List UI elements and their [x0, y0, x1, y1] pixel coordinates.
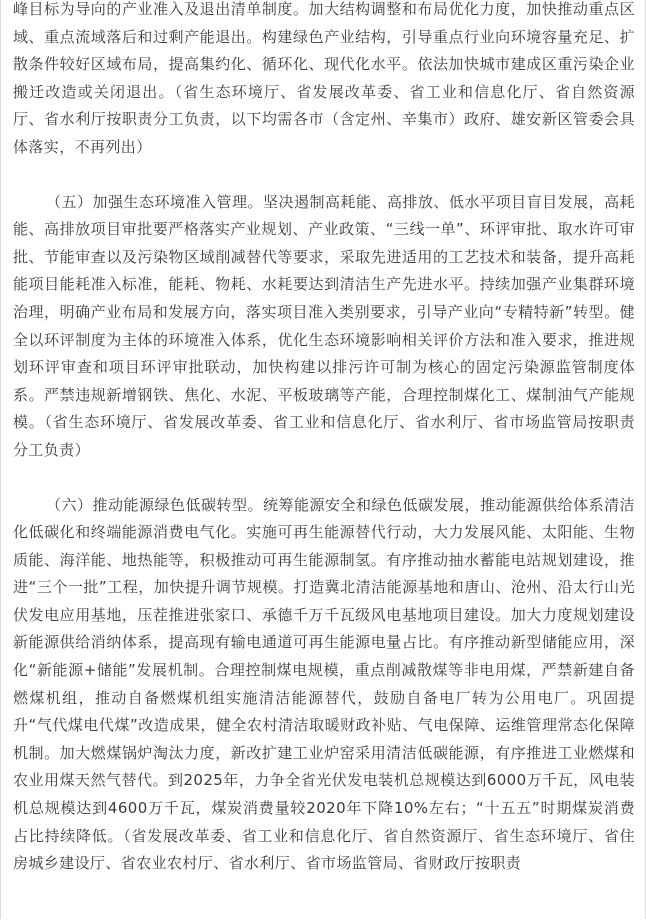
paragraph-gap: [13, 162, 635, 189]
paragraph-gap: [13, 465, 635, 492]
paragraph-industry-exit: 峰目标为导向的产业准入及退出清单制度。加大结构调整和布局优化力度，加快推动重点区域、重点流域落后和过剩产能退出。构建绿色产业结构，引导重点行业向环境容量充足、扩散条件较好区域布局，提高集约化、循环化、现代化水平。依法加快城市建成区重污染企业搬迁改造或关闭退出。（省生态环境厅、省发展改革委、省工业和信息化厅、省自然资源厅、省水利厅按职责分工负责，以下均需各市（含定州、辛集市）政府、雄安新区管委会具体落实，不再列出）: [13, 0, 635, 156]
paragraph-section-5-environmental-access: （五）加强生态环境准入管理。坚决遏制高耗能、高排放、低水平项目盲目发展，高耗能、高排放项目审批要严格落实产业规划、产业政策、“三线一单”、环评审批、取水许可审批、节能审查以及污染物区域削减替代等要求，采取先进适用的工艺技术和装备，提升高耗能项目能耗准入标准，能耗、物耗、水耗要达到清洁生产先进水平。持续加强产业集群环境治理，明确产业布局和发展方向，落实项目准入类别要求，引导产业向“专精特新”转型。健全以环评制度为主体的环境准入体系，优化生态环境影响相关评价方法和准入要求，推进规划环评审查和项目环评审批联动，加快构建以排污许可制为核心的固定污染源监管制度体系。严禁违规新增钢铁、焦化、水泥、平板玻璃等产能，合理控制煤化工、煤制油气产能规模。（省生态环境厅、省发展改革委、省工业和信息化厅、省水利厅、省市场监管局按职责分工负责）: [13, 192, 635, 459]
paragraph-section-6-energy-transition: （六）推动能源绿色低碳转型。统筹能源安全和绿色低碳发展，推动能源供给体系清洁化低碳化和终端能源消费电气化。实施可再生能源替代行动，大力发展风能、太阳能、生物质能、海洋能、地热能等，积极推动可再生能源制氢。有序推动抽水蓄能电站规划建设，推进“三个一批”工程，加快提升调节规模。打造冀北清洁能源基地和唐山、沧州、沿太行山光伏发电应用基地，压茬推进张家口、承德千万千瓦级风电基地项目建设。加大力度规划建设新能源供给消纳体系，提高现有输电通道可再生能源电量占比。有序推动新型储能应用，深化“新能源+储能”发展机制。合理控制煤电规模，重点削减散煤等非电用煤，严禁新建自备燃煤机组，推动自备燃煤机组实施清洁能源替代，鼓励自备电厂转为公用电厂。巩固提升“气代煤电代煤”改造成果，健全农村清洁取暖财政补贴、气电保障、运维管理常态化保障机制。加大燃煤锅炉淘汰力度，新改扩建工业炉窑采用清洁低碳能源，有序推进工业燃煤和农业用煤天然气替代。到2025年，力争全省光伏发电装机总规模达到6000万千瓦，风电装机总规模达到4600万千瓦，煤炭消费量较2020年下降10%左右；“十五五”时期煤炭消费占比持续降低。（省发展改革委、省工业和信息化厅、省自然资源厅、省生态环境厅、省住房城乡建设厅、省农业农村厅、省水利厅、省市场监管局、省财政厅按职责: [13, 495, 635, 873]
